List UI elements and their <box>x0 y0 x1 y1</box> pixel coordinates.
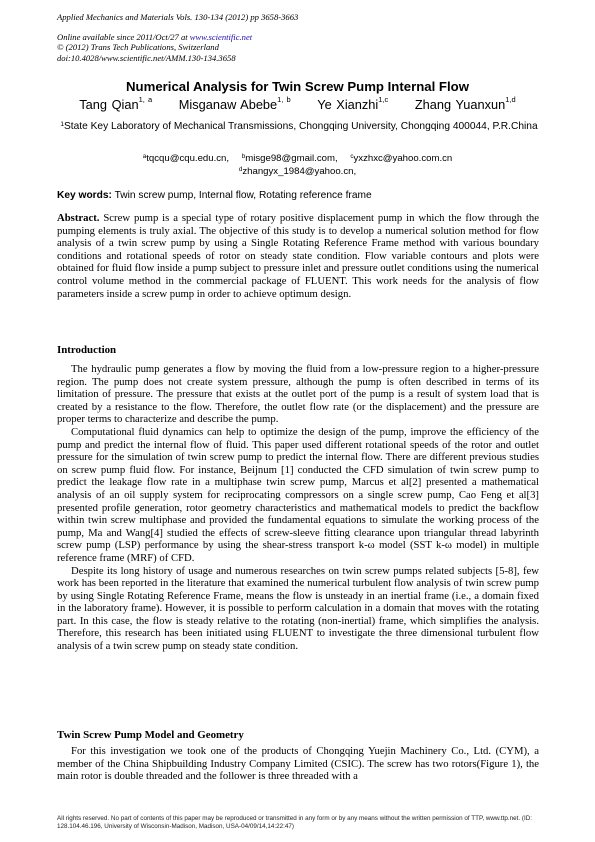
email-sup: b <box>241 153 246 160</box>
email-sup: d <box>238 165 243 173</box>
paragraph: Computational fluid dynamics can help to optimize the design of the pump, improve the efficiency of the pump and predict the internal flow of fluid. This paper used different rotational speeds of the rotor and outlet pressure for the simulation of twin screw pump to predict the internal flow. There are different previous studies on screw pump fluid flow. For instance, Beijnum [1] conducted the CFD simulation of twin screw pump to predict the leakage flow rate in a multiphase twin screw pump, Marcus et al[2] presented a mathematical analysis of an oil supply system for reciprocating compressors on a single screw pump, Cao Feng et al[3] presented profile generation, rotor geometry characteristics and mathematical models to predict the backflow within twin screw multiphase and provided the fundamental equations to simulate the working process of the pump, Ma and Wang[4] studied the effects of screw-sleeve fitting clearance upon triangular thread labyrinth screw pump (LSP) performance by using the shear-stress transport k-ω model (SST k-ω model) in multiple reference frame (MRF) of CFD. <box>57 425 539 564</box>
author-name: Tang Qian <box>79 97 139 112</box>
copyright-footer: All rights reserved. No part of contents of this paper may be reproduced or transmitted in any form or by any means without the written permission of TTP, www.ttp.net. (ID: 128.104.46.196, University of Wisconsin-Madison, Madison, USA-04/09/14,14:22:47) <box>57 815 533 831</box>
author-sup: 1, a <box>138 95 153 104</box>
email-address: tqcqu@cqu.edu.cn, <box>146 153 230 164</box>
affiliation-text: State Key Laboratory of Mechanical Transmissions, Chongqing University, Chongqing 400044, P.R.China <box>64 121 538 132</box>
online-prefix: Online available since 2011/Oct/27 at <box>57 31 190 42</box>
author-sup: 1,c <box>378 95 389 104</box>
keywords-text: Twin screw pump, Internal flow, Rotating reference frame <box>111 190 372 201</box>
copyright-line: © (2012) Trans Tech Publications, Switzerland <box>57 42 219 53</box>
email <box>350 153 452 164</box>
email <box>239 166 356 177</box>
intro-heading: Introduction <box>57 344 117 356</box>
online-line <box>57 32 298 43</box>
keywords-label: Key words: <box>57 190 112 201</box>
abstract-text: Screw pump is a special type of rotary positive displacement pump in which the flow through the pumping elements is truly axial. The objective of this study is to develop a numerical solution method for flow analysis of a twin screw pump by using a Single Rotating Reference Frame method with various boundary conditions and rotational speeds of rotor on steady state condition. Flow variable contours and plots were obtained for fluid flow inside a pump subject to pressure inlet and pressure outlet conditions using the numerical control volume method in the commercial package of FLUENT. This work needs for the analysis of flow parameters inside a screw pump in order to achieve optimum design. <box>57 212 539 300</box>
doi-line: doi:10.4028/www.scientific.net/AMM.130-134.3658 <box>57 52 236 63</box>
affiliation <box>60 120 538 134</box>
email-list <box>0 153 595 178</box>
author-sup: 1,d <box>505 95 516 104</box>
email-address: zhangyx_1984@yahoo.cn, <box>242 165 357 177</box>
journal-header <box>57 12 298 63</box>
abstract-label: Abstract. <box>57 212 100 224</box>
author-name: Zhang Yuanxun <box>414 97 506 112</box>
email-address: yxzhxc@yahoo.com.cn <box>353 153 453 164</box>
email <box>242 153 338 164</box>
paragraph: The hydraulic pump generates a flow by moving the fluid from a low-pressure region to a higher-pressure region. The pump does not create system pressure, although the pump is often described in terms of its limitation of pressure. The pressure that exists at the outlet port of the pump is a result of system load that is created by a resistance to the flow. Therefore, the outlet flow rate (or the displacement) and the pressure are proper terms to characterize and describe the pump. <box>57 363 539 426</box>
author <box>317 97 388 112</box>
online-link[interactable]: www.scientific.net <box>189 31 253 42</box>
journal-citation: Applied Mechanics and Materials Vols. 130-134 (2012) pp 3658-3663 <box>57 12 299 22</box>
intro-section <box>57 363 539 653</box>
model-section <box>57 745 539 783</box>
author-list <box>0 97 595 112</box>
affiliation-sup: 1 <box>60 121 64 128</box>
email-sup: c <box>350 153 354 160</box>
author <box>415 97 516 112</box>
paragraph: Despite its long history of usage and numerous researches on twin screw pumps related subjects [5-8], few work has been reported in the literature that examined the numerical turbulent flow analysis of twin screw pump by using Single Rotating Reference Frame, means the flow is unsteady in an inertial frame (i.e., a domain fixed in the laboratory frame). However, it is possible to perform calculation in a domain that moves with the rotating part. In this case, the flow is steady relative to the rotating (non-inertial) frame, which simplifies the analysis. Therefore, this research has been initiated using FLUENT to investigate the three dimensional turbulent flow analysis of a twin screw pump on steady state condition. <box>57 564 539 653</box>
abstract <box>57 212 539 300</box>
model-heading: Twin Screw Pump Model and Geometry <box>57 729 244 741</box>
author <box>179 97 291 112</box>
author-name: Misganaw Abebe <box>178 97 278 112</box>
author-sup: 1, b <box>277 95 291 104</box>
paragraph: For this investigation we took one of the products of Chongqing Yuejin Machinery Co., Ltd. (CYM), a member of the China Shipbuilding Industry Company Limited (CSIC). The screw has two rotors(Figure 1), the main rotor is double threaded and the follower is three threaded with a <box>57 745 539 783</box>
author <box>79 97 152 112</box>
paper-title: Numerical Analysis for Twin Screw Pump Internal Flow <box>126 79 469 94</box>
author-name: Ye Xianzhi <box>317 97 379 112</box>
email-sup: a <box>142 153 147 160</box>
keywords <box>57 190 372 201</box>
email-address: misge98@gmail.com, <box>245 153 338 164</box>
email <box>143 153 229 164</box>
